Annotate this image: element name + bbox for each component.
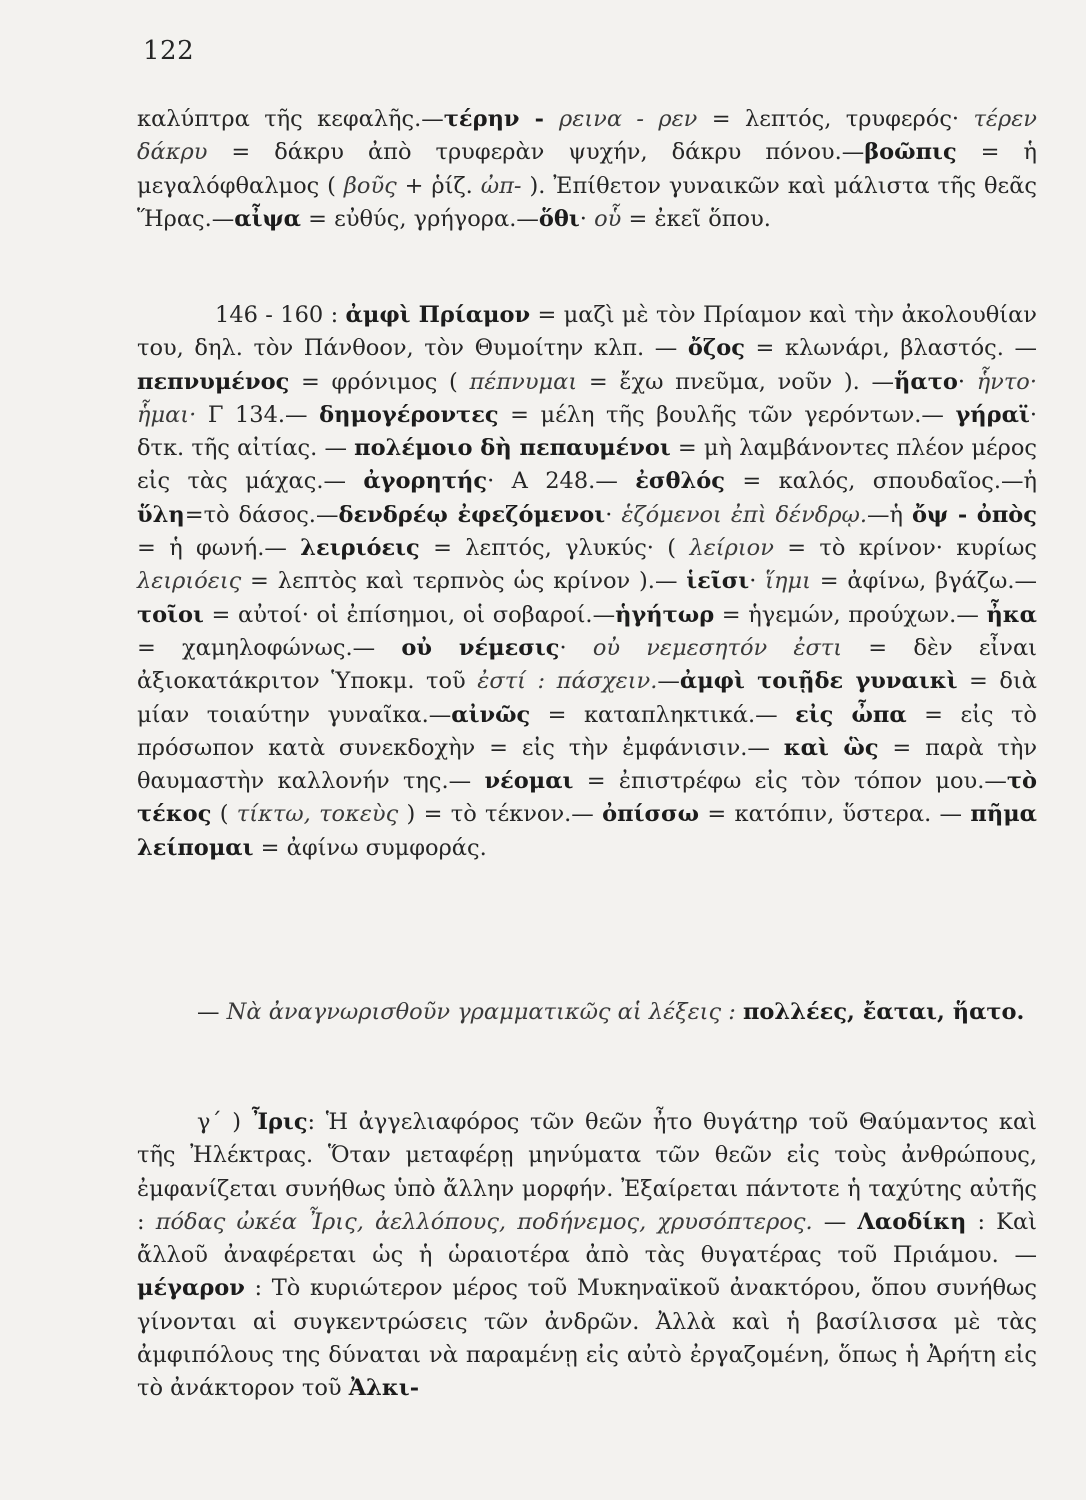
lemma-term: μέγαρον xyxy=(137,1275,245,1302)
gloss-text: : Τὸ κυριώτερον μέρος τοῦ Μυκηναϊκοῦ ἀνακτόρου, ὅπου συνήθως γίνονται αἱ συγκεντρώσεις τῶν ἀνδρῶν. Ἀλλὰ καὶ ἡ βασίλισσα μὲ τὰς ἀμφιπόλους της δύναται νὰ παραμένῃ εἰς αὐτὸ ἐργαζομένη, ὅπως ἡ Ἀρήτη εἰς τὸ ἀνάκτορον τοῦ xyxy=(137,1275,1037,1402)
gloss-text: 146 - 160 : xyxy=(215,302,346,328)
gloss-text: = ἐπιστρέφω εἰς τὸν τόπον μου.— xyxy=(573,768,1007,795)
quoted-form: ἑζόμενοι ἐπὶ δένδρῳ. xyxy=(621,501,868,528)
lemma-term: ὀπίσσω xyxy=(602,801,700,828)
gloss-text: = ἀφίνω, βγάζω.— xyxy=(810,568,1037,595)
quoted-form: λειριόεις xyxy=(137,568,242,595)
lemma-term: Λαοδίκη xyxy=(857,1208,967,1235)
gloss-text: = λεπτός, γλυκύς· ( xyxy=(419,535,690,562)
gloss-text: · xyxy=(579,205,595,232)
gloss-text: —ἡ xyxy=(867,501,912,528)
lemma-term: ὄζος xyxy=(687,335,745,362)
quoted-form: τέρεν δάκρυ xyxy=(137,106,1037,166)
gloss-text: = λεπτὸς καὶ τερπνὸς ὡς κρίνον ).— xyxy=(241,568,687,595)
quoted-form: ἐστί : πάσχειν. xyxy=(477,668,658,695)
lemma-term: αἰνῶς xyxy=(451,701,531,728)
gloss-text: = κατόπιν, ὕστερα. — xyxy=(699,801,971,828)
lemma-term: ἥατο xyxy=(894,368,958,395)
gloss-text: Γ 134.— xyxy=(196,401,320,428)
gloss-text: = λεπτός, τρυφερός· xyxy=(697,106,974,132)
quoted-form: Νὰ ἀναγνωρισθοῦν γραμματικῶς αἱ λέξεις : xyxy=(226,999,736,1025)
gloss-text: = κλωνάρι, βλαστός. — xyxy=(744,335,1037,362)
gloss-text: · δτκ. τῆς αἰτίας. — xyxy=(137,401,1037,462)
quoted-form: λείριον xyxy=(689,535,774,562)
lemma-term: νέομαι xyxy=(484,768,574,795)
gloss-text: = ἔχω πνεῦμα, νοῦν ). — xyxy=(577,368,895,395)
gloss-text: ). Ἐπίθετον γυναικῶν καὶ μάλιστα τῆς θεᾶς Ἥρας.— xyxy=(137,172,1037,232)
gloss-text: = δάκρυ ἀπὸ τρυφερὰν ψυχήν, δάκρυ πόνου.— xyxy=(207,139,865,166)
lemma-term: ἀγορητής xyxy=(363,468,488,495)
lemma-term: τὸ τέκος xyxy=(137,768,1038,828)
quoted-form: τίκτω, τοκεὺς xyxy=(236,801,399,828)
lemma-term: γήραϊ xyxy=(955,401,1030,428)
lemma-term: βοῶπις xyxy=(864,139,957,166)
lemma-term: ἀμφὶ Πρίαμον xyxy=(345,302,531,328)
quoted-form: πόδας ὠκέα Ἶρις, ἀελλόπους, ποδήνεμος, χρυσόπτερος. xyxy=(155,1208,813,1235)
lemma-term: πεπνυμένος xyxy=(137,368,290,395)
gloss-text: — xyxy=(197,999,227,1025)
quoted-form: οὐ νεμεσητόν ἐστι xyxy=(592,634,843,661)
gloss-text: = διὰ μίαν τοιαύτην γυναῖκα.— xyxy=(137,668,1037,728)
gloss-text: = καλός, σπουδαῖος.—ἡ xyxy=(724,468,1037,495)
gloss-text: =τὸ δάσος.— xyxy=(184,501,339,528)
lemma-term: Ἶρις xyxy=(251,1109,308,1135)
lemma-term: δημογέροντες xyxy=(319,401,499,428)
commentary-paragraph xyxy=(137,103,1037,236)
gloss-text: : Καὶ ἄλλοῦ ἀναφέρεται ὡς ἡ ὡραιοτέρα ἀπὸ τὰς θυγατέρας τοῦ Πριάμου. — xyxy=(137,1208,1037,1269)
gloss-text: = μὴ λαμβάνοντες πλέον μέρος εἰς τὰς μάχας.— xyxy=(137,435,1037,495)
gloss-text: · Α 248.— xyxy=(487,468,636,495)
gloss-text: = μαζὶ μὲ τὸν Πρίαμον καὶ τὴν ἀκολουθίαν του, δηλ. τὸν Πάνθοον, τὸν Θυμοίτην κλπ. — xyxy=(137,302,1037,362)
lemma-term: ἱεῖσι xyxy=(686,568,750,595)
gloss-text xyxy=(736,999,743,1025)
lemma-term: ἡγήτωρ xyxy=(615,601,715,628)
lemma-term: ὄψ - ὀπὸς xyxy=(912,501,1037,528)
quoted-form: ἵημι xyxy=(765,568,811,595)
lemma-term: αἶψα xyxy=(234,205,301,232)
gloss-text: ( xyxy=(211,801,237,828)
gloss-text: = αὐτοί· οἱ ἐπίσημοι, οἱ σοβαροί.— xyxy=(203,601,616,628)
commentary-paragraph xyxy=(137,299,1037,865)
notes-paragraph xyxy=(137,1106,1037,1406)
quoted-form: ὠπ- xyxy=(480,172,522,199)
gloss-text: · xyxy=(749,568,766,595)
gloss-text: = τὸ κρίνον· κυρίως xyxy=(773,535,1037,562)
quoted-form: οὗ xyxy=(594,205,622,232)
gloss-text: γ΄ ) xyxy=(197,1109,252,1135)
gloss-text: = δὲν εἶναι ἀξιοκατάκριτον Ὑποκμ. τοῦ xyxy=(137,634,1037,695)
lemma-term: καὶ ὣς xyxy=(783,734,879,761)
gloss-text: = ἡ μεγαλόφθαλμος ( xyxy=(137,139,1037,199)
lemma-term: ἐσθλός xyxy=(635,468,725,495)
quoted-form: βοῦς xyxy=(343,172,397,199)
gloss-text: = ἐκεῖ ὅπου. xyxy=(621,205,771,232)
lemma-term: ἦκα xyxy=(986,601,1037,628)
quoted-form: ἧντο· ἧμαι· xyxy=(137,368,1037,428)
lemma-term: δενδρέῳ ἐφεζόμενοι xyxy=(338,501,606,528)
gloss-text: καλύπτρα τῆς κεφαλῆς.— xyxy=(137,106,444,132)
lemma-term: πολλέες, ἔαται, ἥατο. xyxy=(742,999,1025,1025)
quoted-form: ρεινα - ρεν xyxy=(559,106,698,132)
lemma-term: τέρην xyxy=(443,106,520,132)
gloss-text: : Ἡ ἀγγελιαφόρος τῶν θεῶν ἦτο θυγάτηρ τοῦ Θαύμαντος καὶ τῆς Ἠλέκτρας. Ὅταν μεταφέρῃ μηνύματα τῶν θεῶν εἰς τοὺς ἀνθρώπους, ἐμφανίζεται συνήθως ὑπὸ ἄλλην μορφήν. Ἐξαίρεται πάντοτε ἡ ταχύτης αὐτῆς : xyxy=(137,1109,1037,1235)
gloss-text: + ῥίζ. xyxy=(396,172,481,199)
gloss-text: = μέλη τῆς βουλῆς τῶν γερόντων.— xyxy=(498,401,956,428)
gloss-text: · xyxy=(605,501,622,528)
lemma-term: ἀμφὶ τοιῇδε γυναικὶ xyxy=(679,668,958,695)
lemma-term: ὅθι xyxy=(538,205,580,232)
gloss-text: = εὐθύς, γρήγορα.— xyxy=(301,205,539,232)
lemma-term: λειριόεις xyxy=(300,535,420,562)
lemma-term: Ἀλκι- xyxy=(348,1375,420,1402)
gloss-text: = ἡγεμών, προύχων.— xyxy=(714,601,987,628)
lemma-term: ὕλη xyxy=(137,501,185,528)
gloss-text: = καταπληκτικά.— xyxy=(530,701,796,728)
lemma-term: οὐ νέμεσις xyxy=(401,634,560,661)
gloss-text: · xyxy=(559,634,593,661)
gloss-text: = χαμηλοφώνως.— xyxy=(137,634,402,661)
gloss-text: = εἰς τὸ πρόσωπον κατὰ συνεκδοχὴν = εἰς τὴν ἐμφάνισιν.— xyxy=(137,701,1037,761)
page-number: 122 xyxy=(143,36,195,66)
lemma-term: εἰς ὦπα xyxy=(795,701,907,728)
lemma-term: πολέμοιο δὴ πεπαυμένοι xyxy=(354,435,671,462)
lemma-term: τοῖοι xyxy=(137,601,204,628)
quoted-form: πέπνυμαι xyxy=(469,368,578,395)
gloss-text: — xyxy=(657,668,680,695)
gloss-text: = παρὰ τὴν θαυμαστὴν καλλονήν της.— xyxy=(137,734,1037,795)
gloss-text: ) = τὸ τέκνον.— xyxy=(398,801,603,828)
lemma-term: πῆμα λείπομαι xyxy=(137,801,1037,861)
gloss-text: · xyxy=(957,368,977,395)
gloss-text: = ἡ φωνή.— xyxy=(137,535,301,562)
exercise-paragraph xyxy=(137,996,1037,1029)
gloss-text: = ἀφίνω συμφοράς. xyxy=(253,834,487,861)
gloss-text: — xyxy=(812,1208,858,1235)
lemma-term: - xyxy=(519,106,560,132)
gloss-text: = φρόνιμος ( xyxy=(289,368,470,395)
